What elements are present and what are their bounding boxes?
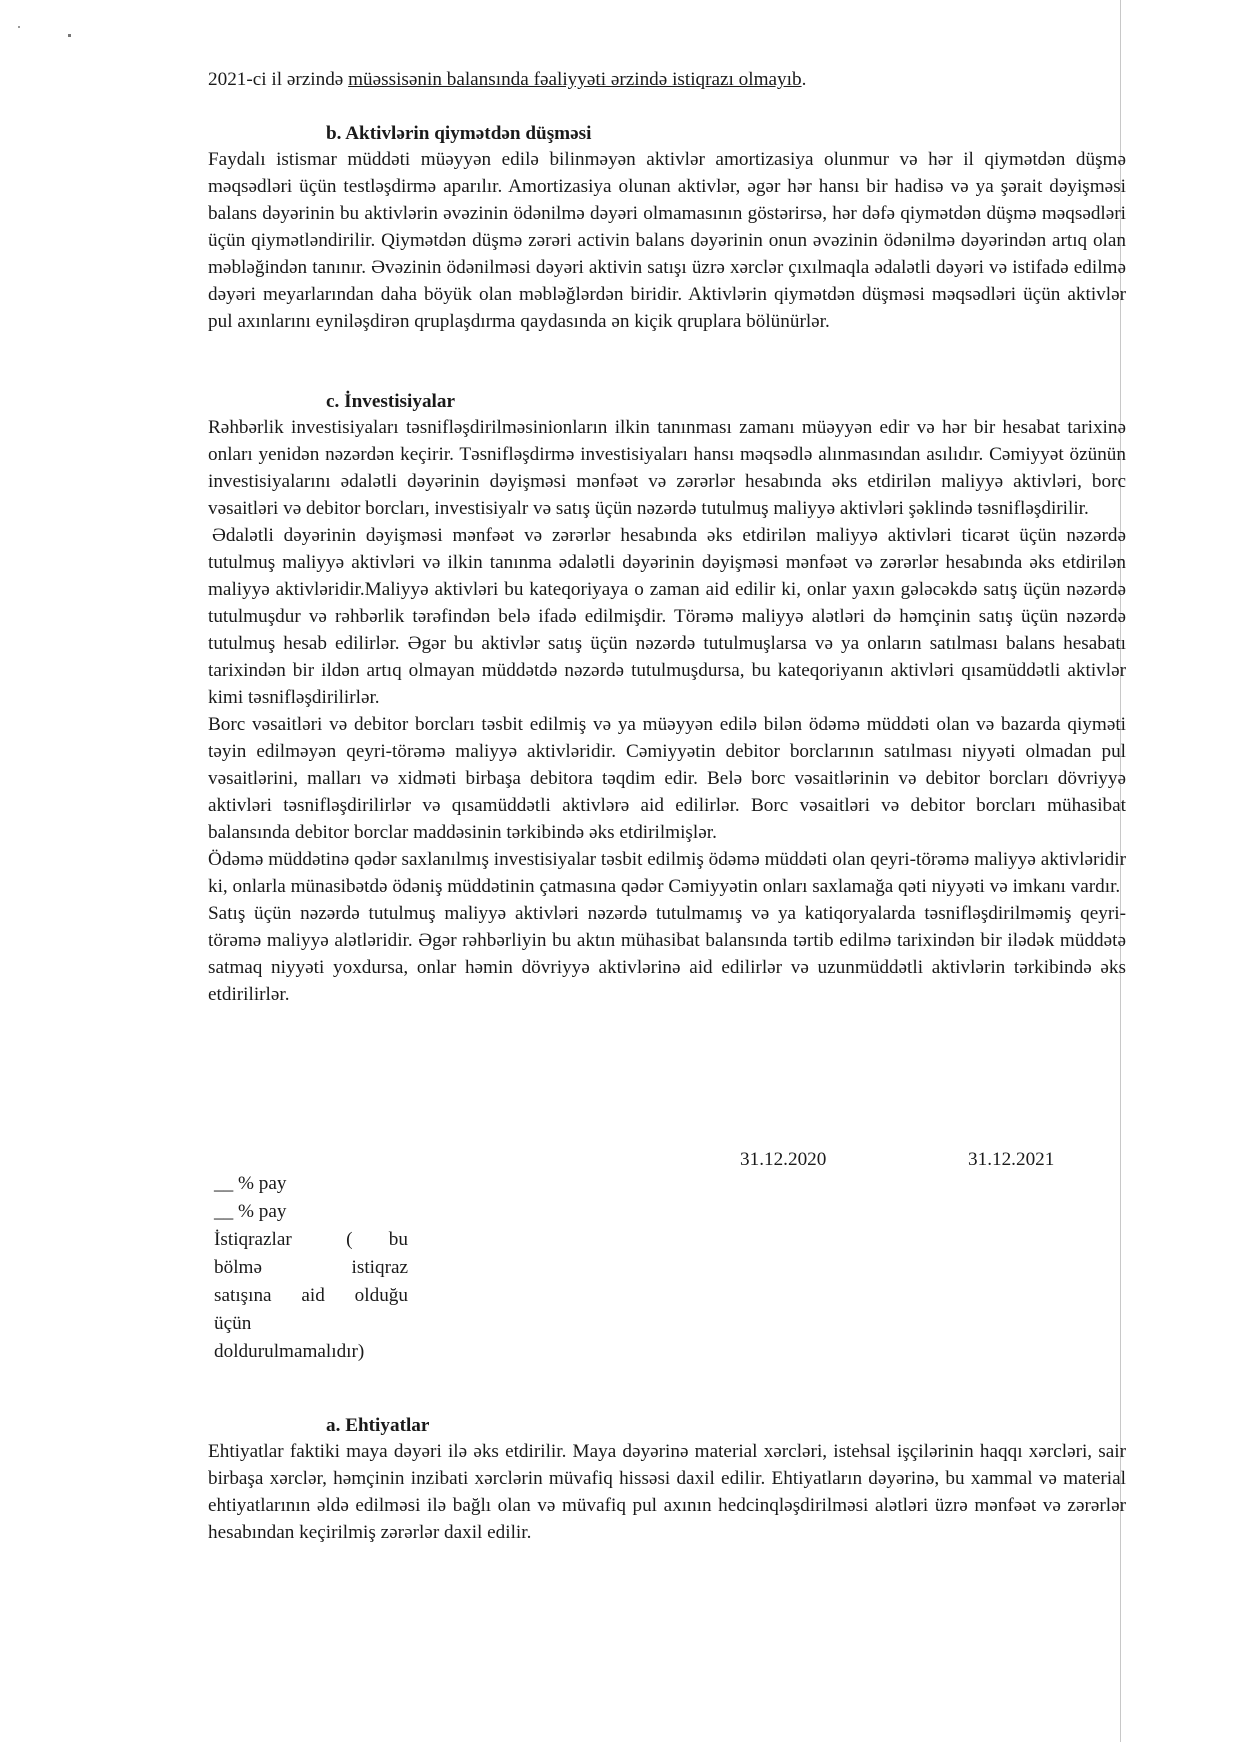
section-a-heading: a. Ehtiyatlar (326, 1415, 430, 1436)
section-c-paragraph: Ödəmə müddətinə qədər saxlanılmış investisiyalar təsbit edilmiş ödəmə müddəti olan qeyri-törəmə maliyyə aktivləridir ki, onlarla münasibətdə ödəniş müddətinin çatmasına qədər Cəmiyyətin onları saxlamağa qəti niyyəti və imkanı vardır. (208, 849, 1126, 897)
bonds-label-line (214, 1282, 408, 1310)
intro-underlined-text: müəssisənin balansında fəaliyyəti ərzində istiqrazı olmayıb (348, 69, 802, 90)
bonds-word: istiqraz (351, 1257, 408, 1278)
bonds-label-line: doldurulmamalıdır) (214, 1341, 365, 1362)
section-c-body (208, 414, 1126, 1008)
bonds-word: satışına (214, 1285, 272, 1306)
section-b-heading: b. Aktivlərin qiymətdən düşməsi (326, 123, 592, 144)
intro-end: . (801, 69, 807, 90)
bonds-word: İstiqrazlar (214, 1229, 292, 1250)
section-c-paragraph: Satış üçün nəzərdə tutulmuş maliyyə aktivləri nəzərdə tutulmamış və ya katiqoryalarda təsnifləşdirilməmiş qeyri- törəmə maliyyə alətləridir. Əgər rəhbərliyin bu aktın mühasibat balansında tərtib edilmə tarixindən bir ilədək müddətə satmaq niyyəti yoxdursa, onlar həmin dövriyyə aktivlərinə aid edilirlər və uzunmüddətli aktivlərin tərkibində əks etdirilirlər. (208, 903, 1126, 1005)
section-c-paragraph: Rəhbərlik investisiyaları təsnifləşdirilməsinionların ilkin tanınması zamanı müəyyən edir və hər bir hesabat tarixinə onları yenidən nəzərdən keçirir. Təsnifləşdirmə investisiyaları hansı məqsədlə alınmasından asılıdır. Cəmiyyət özünün investisiyalarını ədalətli dəyərinin dəyişməsi mənfəət və zərərlər hesabında əks etdirilən maliyyə aktivləri, borc vəsaitləri və debitor borcları, investisiyalr və satış üçün nəzərdə tutulmuş maliyyə aktivləri şəklində təsnifləşdirilir. (208, 417, 1126, 519)
intro-text: 2021-ci il ərzində (208, 69, 349, 90)
column-date-2020: 31.12.2020 (740, 1149, 827, 1170)
section-c-heading: c. İnvestisiyalar (326, 391, 455, 412)
investments-table-labels (214, 1170, 414, 1366)
section-c-paragraph: Ədalətli dəyərinin dəyişməsi mənfəət və zərərlər hesabında əks etdirilən maliyyə aktivləri ticarət üçün nəzərdə tutulmuş maliyyə aktivləri və ilkin tanınma ədalətli dəyərinin dəyişməsi mənfəət və zərərlər hesabında əks etdirilən maliyyə aktivləridir.Maliyyə aktivləri bu kateqoriyaya o zaman aid edilir ki, onlar yaxın gələcəkdə satış üçün nəzərdə tutulmuşdur və rəhbərlik tərəfindən belə ifadə edilmişdir. Törəmə maliyyə alətləri də həmçinin satış üçün nəzərdə tutulmuş hesab edilirlər. Əgər bu aktivlər satış üçün nəzərdə tutulmuşlarsa və ya onların satılması balans hesabatı tarixindən bir ildən artıq olmayan müddətdə nəzərdə tutulmuşdursa, bu kateqoriyanın aktivləri qısamüddətli aktivlər kimi təsnifləşdirilirlər. (208, 525, 1126, 708)
column-date-2021: 31.12.2021 (968, 1149, 1055, 1170)
section-b-body (208, 146, 1126, 335)
bonds-word: aid (301, 1285, 325, 1306)
share-row: __ % pay (214, 1173, 287, 1194)
bonds-word: bu (388, 1229, 408, 1250)
share-row: __ % pay (214, 1201, 287, 1222)
bonds-label-line (214, 1254, 408, 1282)
bonds-word: ( (346, 1229, 353, 1250)
section-a-body (208, 1438, 1126, 1546)
bonds-word: bölmə (214, 1257, 262, 1278)
section-a-paragraph: Ehtiyatlar faktiki maya dəyəri ilə əks etdirilir. Maya dəyərinə material xərcləri, istehsal işçilərinin haqqı xərcləri, sair birbaşa xərclər, həmçinin inzibati xərclərin müvafiq hissəsi daxil edilir. Ehtiyatların dəyərinə, bu xammal və material ehtiyatlarının əldə edilməsi ilə bağlı olan və müvafiq pul axının hedcinqləşdirilməsi alətləri üzrə mənfəət və zərərlər hesabından keçirilmiş zərərlər daxil edilir. (208, 1441, 1126, 1543)
bonds-label-line (214, 1226, 408, 1254)
scan-speck (68, 34, 71, 37)
bonds-word: olduğu (354, 1285, 408, 1306)
intro-sentence (208, 66, 806, 93)
section-b-paragraph: Faydalı istismar müddəti müəyyən edilə bilinməyən aktivlər amortizasiya olunmur və hər il qiymətdən düşmə məqsədləri üçün testləşdirmə aparılır. Amortizasiya olunan aktivlər, əgər hər hansı bir hadisə və ya şərait dəyişməsi balans dəyərinin bu aktivlərin əvəzinin ödənilmə dəyəri olmamasının göstərirsə, hər dəfə qiymətdən düşmə məqsədləri üçün qiymətləndirilir. Qiymətdən düşmə zərəri activin balans dəyərinin onun əvəzinin ödənilmə dəyərindən artıq olan məbləğindən tanınır. Əvəzinin ödənilməsi dəyəri aktivin satışı üzrə xərclər çıxılmaqla ədalətli dəyəri və istifadə edilmə dəyəri meyarlarından daha böyük olan məbləğlərdən biridir. Aktivlərin qiymətdən düşməsi məqsədləri üçün aktivlər pul axınlarını eyniləşdirən qruplaşdırma qaydasında ən kiçik qruplara bölünürlər. (208, 149, 1126, 332)
section-c-paragraph: Borc vəsaitləri və debitor borcları təsbit edilmiş və ya müəyyən edilə bilən ödəmə müddəti olan və bazarda qiyməti təyin edilməyən qeyri-törəmə maliyyə aktivləridir. Cəmiyyətin debitor borclarının satılması niyyəti olmadan pul vəsaitlərini, malları və xidməti birbaşa debitora təqdim edir. Belə borc vəsaitlərinin və debitor borcları dövriyyə aktivləri təsnifləşdirilirlər və qısamüddətli aktivlərə aid edilirlər. Borc vəsaitləri və debitor borcları mühasibat balansında debitor borclar maddəsinin tərkibində əks etdirilmişlər. (208, 714, 1126, 843)
scan-speck (18, 26, 20, 28)
bonds-label-line: üçün (214, 1313, 252, 1334)
